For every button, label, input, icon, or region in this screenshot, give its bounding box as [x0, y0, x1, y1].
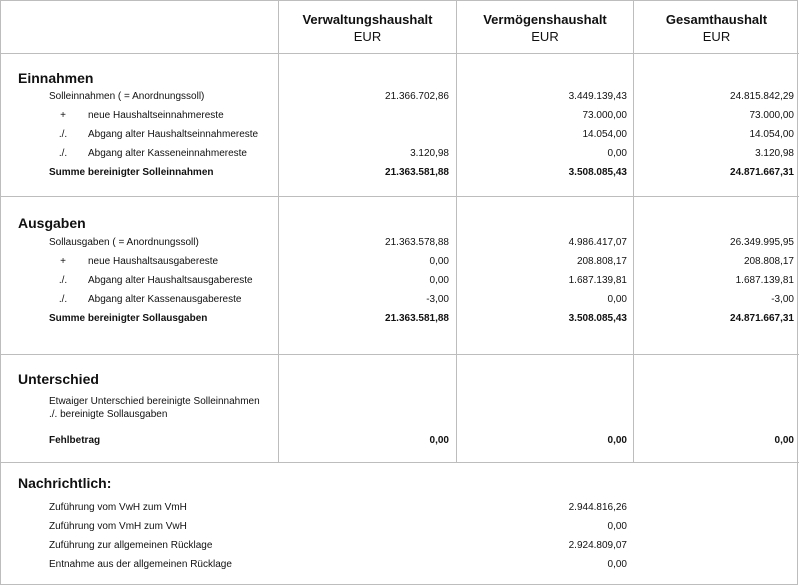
info-row: Zuführung vom VmH zum VwH 0,00: [49, 521, 627, 532]
column-divider: [278, 1, 279, 462]
column-divider: [456, 1, 457, 462]
column-header-verwaltungshaushalt: Verwaltungshaushalt EUR: [302, 12, 433, 44]
section-title-unterschied: Unterschied: [18, 371, 99, 387]
unterschied-description: Etwaiger Unterschied bereinigte Solleinnahmen ./. bereinigte Sollausgaben: [49, 396, 260, 420]
section-divider: [1, 354, 799, 355]
column-divider: [633, 1, 634, 462]
info-row: Entnahme aus der allgemeinen Rücklage 0,00: [49, 559, 627, 570]
fehlbetrag-row: Fehlbetrag 0,00 0,00 0,00: [49, 435, 794, 446]
table-row: + neue Haushaltsausgabereste 0,00 208.808,17 208.808,17: [60, 256, 794, 267]
section-title-ausgaben: Ausgaben: [18, 215, 86, 231]
sum-row: Summe bereinigter Sollausgaben 21.363.581,88 3.508.085,43 24.871.667,31: [49, 313, 794, 324]
column-header-gesamthaushalt: Gesamthaushalt EUR: [665, 12, 768, 44]
column-header-vermoegenshaushalt: Vermögenshaushalt EUR: [483, 12, 607, 44]
info-row: Zuführung vom VwH zum VmH 2.944.816,26: [49, 502, 627, 513]
table-row: ./. Abgang alter Haushaltseinnahmereste 14.054,00 14.054,00: [58, 129, 794, 140]
section-divider: [1, 196, 799, 197]
info-row: Zuführung zur allgemeinen Rücklage 2.924.809,07: [49, 540, 627, 551]
table-row: + neue Haushaltseinnahmereste 73.000,00 73.000,00: [60, 110, 794, 121]
table-row: ./. Abgang alter Kassenausgabereste -3,00 0,00 -3,00: [58, 294, 794, 305]
section-divider: [1, 53, 799, 54]
section-title-nachrichtlich: Nachrichtlich:: [18, 475, 112, 491]
section-title-einnahmen: Einnahmen: [18, 70, 94, 86]
table-row: ./. Abgang alter Kasseneinnahmereste 3.120,98 0,00 3.120,98: [58, 148, 794, 159]
sum-row: Summe bereinigter Solleinnahmen 21.363.581,88 3.508.085,43 24.871.667,31: [49, 167, 794, 178]
table-row: Solleinnahmen ( = Anordnungssoll) 21.366.702,86 3.449.139,43 24.815.842,29: [49, 91, 794, 102]
table-row: Sollausgaben ( = Anordnungssoll) 21.363.578,88 4.986.417,07 26.349.995,95: [49, 237, 794, 248]
section-divider: [1, 462, 799, 463]
table-row: ./. Abgang alter Haushaltsausgabereste 0,00 1.687.139,81 1.687.139,81: [58, 275, 794, 286]
